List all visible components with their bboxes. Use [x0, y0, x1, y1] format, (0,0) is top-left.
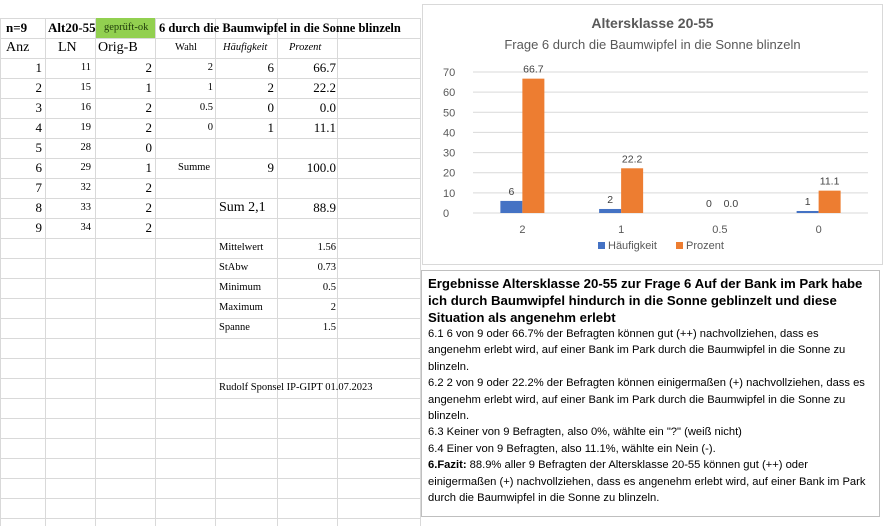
grid-row-line [0, 238, 420, 239]
chart-title: Altersklasse 20-55 [591, 15, 714, 31]
grid-row-line [0, 498, 420, 499]
col-haeufigkeit[interactable]: Häufigkeit [223, 42, 268, 53]
data-label: 0.0 [723, 198, 739, 210]
stat-value[interactable]: 0.73 [317, 262, 336, 273]
y-tick-label: 40 [443, 127, 456, 140]
data-label: 1 [804, 195, 811, 208]
freq-haeufigkeit[interactable]: 2 [267, 80, 274, 95]
freq-haeufigkeit[interactable]: 6 [267, 60, 274, 75]
stat-label[interactable]: Spanne [219, 322, 250, 333]
grid-col-line [215, 18, 216, 526]
row-orig[interactable]: 2 [145, 200, 152, 215]
y-tick-label: 30 [443, 147, 456, 160]
col-anz[interactable]: Anz [6, 40, 30, 55]
legend-swatch [676, 242, 683, 249]
freq-prozent[interactable]: 66.7 [313, 60, 336, 75]
freq-wahl[interactable]: 0 [207, 122, 213, 133]
chart-plot [423, 5, 882, 264]
legend-label: Prozent [686, 240, 724, 252]
grid-row-line [0, 478, 420, 479]
x-tick-label: 0.5 [712, 224, 728, 236]
data-label: 2 [607, 193, 614, 206]
y-tick-label: 10 [443, 187, 456, 200]
summary-textbox[interactable] [421, 270, 880, 517]
col-prozent[interactable]: Prozent [289, 42, 322, 53]
sum21-prozent[interactable]: 88.9 [313, 200, 336, 215]
row-ln[interactable]: 33 [80, 202, 91, 213]
row-orig[interactable]: 2 [145, 60, 152, 75]
stat-value[interactable]: 2 [330, 302, 336, 313]
col-wahl[interactable]: Wahl [175, 42, 197, 53]
row-ln[interactable]: 11 [80, 62, 91, 73]
row-orig[interactable]: 0 [145, 140, 152, 155]
summary-p5 [428, 457, 873, 506]
row-orig[interactable]: 2 [145, 100, 152, 115]
row-anz[interactable]: 4 [35, 120, 42, 135]
summary-p1: 6.1 6 von 9 oder 66.7% der Befragten können gut (++) nachvollziehen, dass es angenehm erlebt wird, auf einer Bank im Park durch die Baumwipfel in die Sonne zu blinzeln. [428, 328, 846, 373]
row-ln[interactable]: 34 [80, 222, 91, 233]
y-tick-label: 50 [443, 107, 456, 120]
grid-row-line [0, 398, 420, 399]
row-ln[interactable]: 29 [80, 162, 91, 173]
data-label: 11.1 [819, 175, 840, 188]
author-note[interactable]: Rudolf Sponsel IP-GIPT 01.07.2023 [219, 382, 373, 393]
row-anz[interactable]: 8 [35, 200, 42, 215]
chart-subtitle: Frage 6 durch die Baumwipfel in die Sonne blinzeln [504, 37, 801, 52]
row-ln[interactable]: 32 [80, 182, 91, 193]
data-label: 22.2 [621, 153, 643, 166]
stat-label[interactable]: Mittelwert [219, 242, 264, 253]
grid-row-line [0, 258, 420, 259]
summe-haeufigkeit[interactable]: 9 [267, 160, 274, 175]
row-anz[interactable]: 9 [35, 220, 42, 235]
grid-row-line [0, 418, 420, 419]
row-ln[interactable]: 28 [80, 142, 91, 153]
stat-label[interactable]: Maximum [219, 302, 263, 313]
col-ln[interactable]: LN [58, 40, 77, 55]
stat-label[interactable]: StAbw [219, 262, 249, 273]
row-ln[interactable]: 16 [80, 102, 91, 113]
row-orig[interactable]: 2 [145, 220, 152, 235]
bar-haeufigkeit [599, 209, 621, 213]
y-tick-label: 0 [443, 208, 450, 220]
freq-prozent[interactable]: 11.1 [313, 120, 336, 135]
grid-row-line [0, 458, 420, 459]
row-anz[interactable]: 5 [35, 140, 42, 155]
y-tick-label: 60 [443, 87, 456, 100]
summary-heading: Ergebnisse Altersklasse 20-55 zur Frage 6 Auf der Bank im Park habe ich durch Baumwipfel hindurch in die Sonne geblinzelt und diese Situation als angenehm erlebt [428, 276, 863, 325]
row-ln[interactable]: 19 [80, 122, 91, 133]
row-anz[interactable]: 7 [35, 180, 42, 195]
bar-haeufigkeit [797, 211, 819, 213]
bar-prozent [522, 79, 544, 213]
summary-p4: 6.4 Einer von 9 Befragten, also 11.1%, wählte ein Nein (-). [428, 442, 716, 455]
grid-row-line [0, 518, 420, 519]
legend-swatch [598, 242, 605, 249]
data-label: 66.7 [523, 63, 544, 76]
grid-row-line [0, 318, 420, 319]
legend-label: Häufigkeit [608, 240, 657, 252]
grid-row-line [0, 298, 420, 299]
row-anz[interactable]: 2 [35, 80, 42, 95]
freq-wahl[interactable]: 2 [207, 62, 213, 73]
bar-prozent [621, 168, 643, 213]
grid-row-line [0, 278, 420, 279]
sum21-label[interactable]: Sum 2,1 [219, 200, 266, 215]
x-tick-label: 0 [815, 224, 822, 236]
question-title[interactable]: 6 durch die Baumwipfel in die Sonne blinzeln [159, 21, 401, 35]
stat-value[interactable]: 1.5 [322, 322, 336, 333]
x-tick-label: 2 [519, 224, 526, 236]
row-anz[interactable]: 1 [35, 60, 42, 75]
freq-wahl[interactable]: 1 [207, 82, 213, 93]
row-orig[interactable]: 1 [145, 80, 152, 95]
row-orig[interactable]: 2 [145, 180, 152, 195]
summary-fazit-text: 88.9% aller 9 Befragten der Altersklasse 20-55 können gut (++) oder einigermaßen (+) nachvollziehen, dass es angenehm erlebt wird, auf einer Bank im Park durch die Baumwipfel in die Sonne zu blinzeln. [428, 459, 866, 505]
grid-row-line [0, 438, 420, 439]
y-tick-label: 20 [443, 167, 456, 180]
bar-haeufigkeit [500, 201, 522, 213]
freq-prozent[interactable]: 22.2 [313, 80, 336, 95]
grid-col-line [337, 18, 338, 526]
row-anz[interactable]: 3 [35, 100, 42, 115]
summary-p3: 6.3 Keiner von 9 Befragten, also 0%, wählte ein "?" (weiß nicht) [428, 426, 742, 439]
row-orig[interactable]: 1 [145, 160, 152, 175]
row-orig[interactable]: 2 [145, 120, 152, 135]
freq-haeufigkeit[interactable]: 0 [267, 100, 274, 115]
data-label: 0 [705, 198, 712, 210]
grid-row-line [0, 338, 420, 339]
bar-prozent [819, 191, 841, 213]
x-tick-label: 1 [618, 224, 625, 236]
n-count[interactable]: n=9 [6, 20, 28, 35]
freq-prozent[interactable]: 0.0 [319, 100, 336, 115]
freq-haeufigkeit[interactable]: 1 [267, 120, 274, 135]
freq-wahl[interactable]: 0.5 [199, 102, 213, 113]
grid-row-line [0, 358, 420, 359]
stat-label[interactable]: Minimum [219, 282, 262, 293]
group-label[interactable]: Alt20-55 [48, 20, 96, 35]
row-ln[interactable]: 15 [80, 82, 91, 93]
summe-label[interactable]: Summe [178, 162, 211, 173]
stat-value[interactable]: 1.56 [317, 242, 336, 253]
summe-prozent[interactable]: 100.0 [306, 160, 336, 175]
data-label: 6 [508, 185, 515, 198]
row-anz[interactable]: 6 [35, 160, 42, 175]
col-orig[interactable]: Orig-B [98, 40, 138, 55]
stat-value[interactable]: 0.5 [322, 282, 336, 293]
summary-fazit-label: 6.Fazit: [428, 459, 467, 472]
status-label[interactable]: geprüft-ok [104, 22, 149, 33]
bar-chart[interactable] [422, 4, 883, 265]
y-tick-label: 70 [443, 67, 456, 79]
summary-p2: 6.2 2 von 9 oder 22.2% der Befragten können einigermaßen (+) nachvollziehen, dass es angenehm erlebt wird, auf einer Bank im Park durch die Baumwipfel in die Sonne zu blinzeln. [428, 377, 865, 423]
